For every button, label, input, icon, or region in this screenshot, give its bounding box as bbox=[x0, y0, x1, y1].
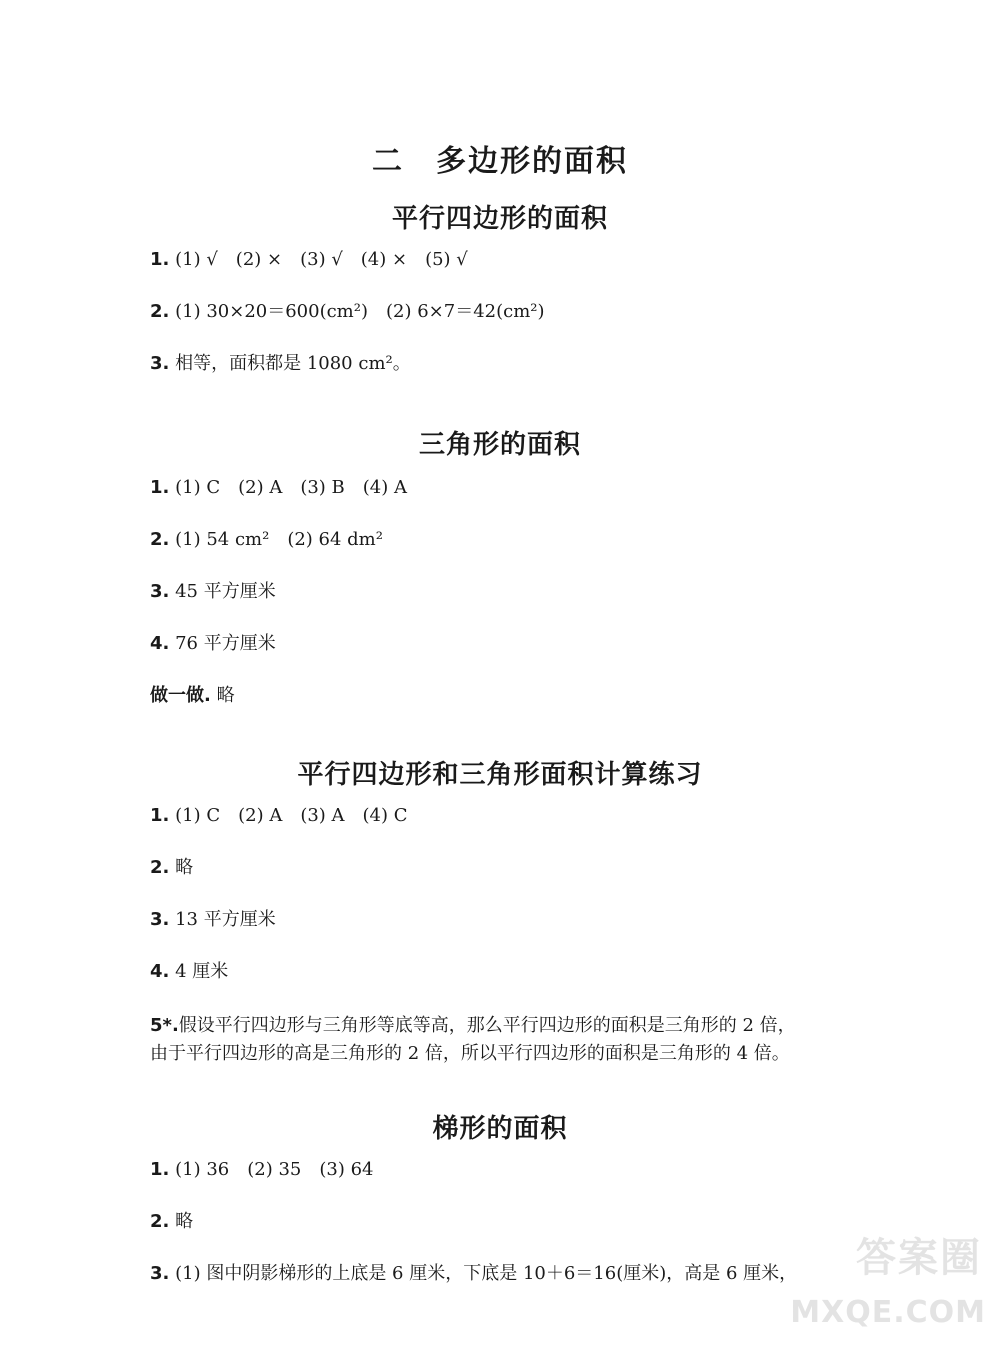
answer-text: (1) √ (2) × (3) √ (4) × (5) √ bbox=[175, 249, 468, 270]
section-title-practice: 平行四边形和三角形面积计算练习 bbox=[297, 760, 703, 790]
answer-text: (1) 36 (2) 35 (3) 64 bbox=[175, 1159, 374, 1180]
section-title-triangle: 三角形的面积 bbox=[418, 430, 581, 460]
answer-text: 76 平方厘米 bbox=[175, 633, 276, 654]
answer-number: 2. bbox=[150, 301, 170, 322]
answer-text: 相等，面积都是 1080 cm²。 bbox=[175, 353, 411, 374]
answer-line bbox=[150, 474, 870, 502]
answer-number: 3. bbox=[150, 581, 170, 602]
paragraph-line-2: 由于平行四边形的高是三角形的 2 倍，所以平行四边形的面积是三角形的 4 倍。 bbox=[150, 1043, 790, 1064]
answer-text: 13 平方厘米 bbox=[175, 909, 276, 930]
answer-line bbox=[150, 578, 870, 606]
answer-number: 4. bbox=[150, 633, 170, 654]
answer-text: 45 平方厘米 bbox=[175, 581, 276, 602]
watermark-logo bbox=[790, 1226, 986, 1336]
chapter-title: 二 多边形的面积 bbox=[372, 144, 628, 179]
answer-line bbox=[150, 630, 870, 658]
answer-number: 1. bbox=[150, 477, 170, 498]
answer-text: (1) C (2) A (3) B (4) A bbox=[175, 477, 407, 498]
answer-text: 略 bbox=[175, 857, 194, 878]
activity-label: 做一做. bbox=[150, 685, 211, 706]
answer-number: 3. bbox=[150, 353, 170, 374]
answer-number: 3. bbox=[150, 909, 170, 930]
answer-text: 略 bbox=[175, 1211, 194, 1232]
answer-text: (1) 图中阴影梯形的上底是 6 厘米，下底是 10＋6＝16(厘米)，高是 6 厘米， bbox=[175, 1263, 798, 1284]
answer-number: 1. bbox=[150, 249, 170, 270]
answer-line bbox=[150, 1156, 870, 1184]
answer-number: 5*. bbox=[150, 1015, 179, 1036]
answer-paragraph bbox=[150, 1012, 870, 1068]
paragraph-line-1 bbox=[150, 1012, 870, 1040]
answer-line bbox=[150, 802, 870, 830]
answer-text: 假设平行四边形与三角形等底等高，那么平行四边形的面积是三角形的 2 倍， bbox=[178, 1015, 796, 1036]
answer-line bbox=[150, 298, 870, 326]
section-title-parallelogram: 平行四边形的面积 bbox=[391, 204, 608, 234]
watermark-bottom-text: MXQE.COM bbox=[790, 1295, 986, 1330]
answer-line bbox=[150, 854, 870, 882]
answer-text: 4 厘米 bbox=[175, 961, 229, 982]
answer-line bbox=[150, 958, 870, 986]
answer-line bbox=[150, 1208, 870, 1236]
answer-number: 1. bbox=[150, 805, 170, 826]
answer-number: 2. bbox=[150, 529, 170, 550]
answer-line bbox=[150, 906, 870, 934]
answer-text: (1) 30×20＝600(cm²) (2) 6×7＝42(cm²) bbox=[175, 301, 545, 322]
answer-line bbox=[150, 682, 870, 710]
answer-line bbox=[150, 350, 870, 378]
section-title-trapezoid: 梯形的面积 bbox=[432, 1114, 568, 1144]
answer-text: (1) C (2) A (3) A (4) C bbox=[175, 805, 408, 826]
answer-line bbox=[150, 526, 870, 554]
answer-number: 2. bbox=[150, 857, 170, 878]
answer-number: 3. bbox=[150, 1263, 170, 1284]
answer-line bbox=[150, 246, 870, 274]
answer-number: 2. bbox=[150, 1211, 170, 1232]
answer-text: 略 bbox=[216, 685, 235, 706]
answer-number: 4. bbox=[150, 961, 170, 982]
answer-number: 1. bbox=[150, 1159, 170, 1180]
answer-text: (1) 54 cm² (2) 64 dm² bbox=[175, 529, 383, 550]
watermark-top-text: 答案圈 bbox=[856, 1235, 982, 1281]
answer-line bbox=[150, 1260, 870, 1288]
